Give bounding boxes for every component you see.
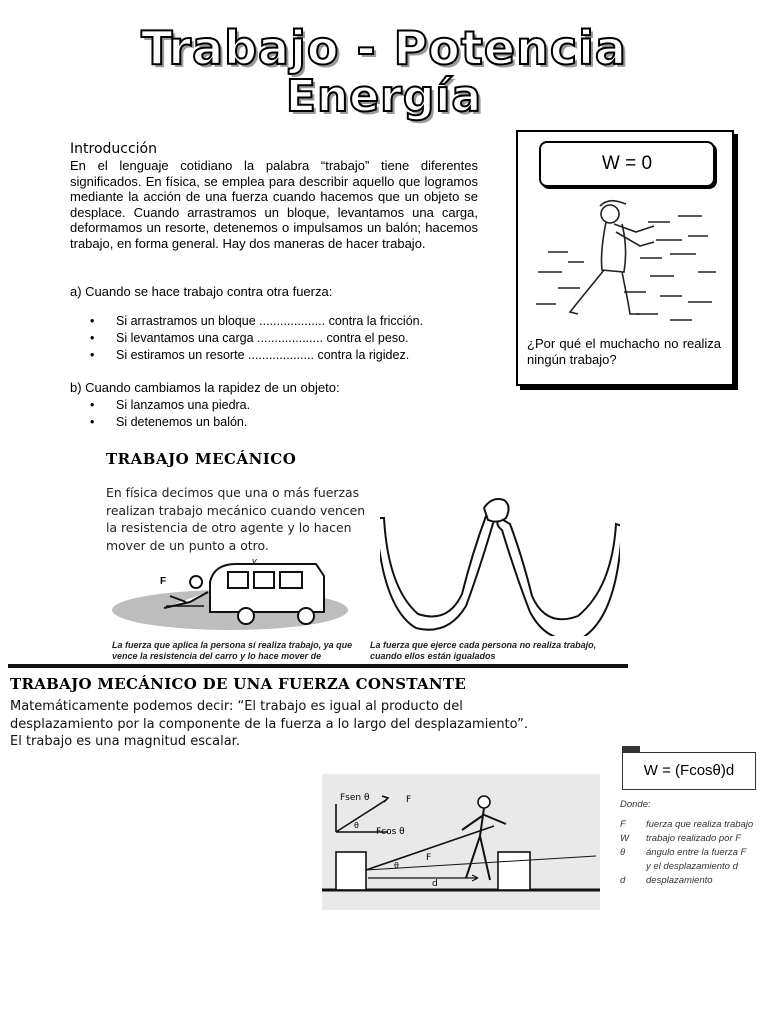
label-d: d (432, 879, 438, 889)
person-pushing-car-illustration (110, 558, 350, 632)
case-b-label: b) Cuando cambiamos la rapidez de un objeto: (70, 380, 340, 395)
box-question: ¿Por qué el muchacho no realiza ningún trabajo? (527, 336, 721, 367)
label-f-top: F (406, 795, 412, 805)
list-item: • Si lanzamos una piedra. (70, 397, 490, 414)
page-title-line-1: Trabajo - Potencia (141, 21, 627, 75)
fuerza-constante-paragraph: Matemáticamente podemos decir: “El trabajo es igual al producto del desplazamiento por la componente de la fuerza a lo largo del desplazamiento”. El trabajo es una magnitud escalar. (10, 699, 529, 749)
car-force-label: F (160, 576, 167, 587)
case-b-list (70, 397, 490, 431)
legend-row: y el desplazamiento d (646, 861, 738, 872)
label-f-mid: F (426, 853, 432, 863)
boy-pushing-wall-illustration (528, 192, 718, 330)
label-fsen: Fsen θ (340, 793, 370, 803)
page-title-line-2: Energía (285, 71, 483, 122)
legend-donde: Donde: (620, 799, 651, 810)
label-theta: θ (354, 821, 359, 830)
force-diagram (322, 774, 600, 910)
caption-car: La fuerza que aplica la persona sí realiza trabajo, ya que vence la resistencia del carro y lo hace mover de (112, 640, 353, 661)
label-fcos: Fcos θ (376, 827, 405, 837)
legend-row: d desplazamiento (620, 875, 713, 886)
legend-row: W trabajo realizado por F (620, 833, 742, 844)
formula-legend (620, 798, 766, 888)
intro-paragraph: En el lenguaje cotidiano la palabra “trabajo” tiene diferentes significados. En física, se emplea para describir aquello que logramos mediante la acción de una fuerza cuando hacemos que un objeto se desplace. Cuando arrastramos un bloque, levantamos una carga, deformamos un resorte, detenemos o impulsamos un balón; hacemos trabajo, en forma general. Hay dos maneras de hacer trabajo. (70, 158, 478, 251)
scan-divider (8, 664, 628, 668)
legend-row: F fuerza que realiza trabajo (620, 819, 754, 830)
caption-arm-wrestling: La fuerza que ejerce cada persona no realiza trabajo, cuando ellos están igualados (370, 640, 597, 661)
case-a-label: a) Cuando se hace trabajo contra otra fuerza: (70, 284, 333, 299)
trabajo-mecanico-paragraph: En física decimos que una o más fuerzas realizan trabajo mecánico cuando vencen la resistencia de otro agente y lo hacen mover de un punto a otro. (106, 485, 366, 553)
intro-heading: Introducción (70, 141, 157, 157)
work-formula-box: W = (Fcosθ)d (622, 752, 756, 790)
legend-row: θ ángulo entre la fuerza F (620, 847, 747, 858)
case-a-list (70, 313, 490, 364)
section-heading-trabajo-mecanico: TRABAJO MECÁNICO (106, 450, 297, 468)
list-item: • Si levantamos una carga ................... contra el peso. (70, 330, 490, 347)
list-item: • Si detenemos un balón. (70, 414, 490, 431)
list-item: • Si arrastramos un bloque ................... contra la fricción. (70, 313, 490, 330)
arm-wrestling-illustration (380, 494, 620, 636)
car-velocity-label: v (252, 556, 257, 566)
list-item: • Si estiramos un resorte ................... contra la rigidez. (70, 347, 490, 364)
formula-pill: W = 0 (539, 141, 715, 187)
label-theta-mid: θ (394, 861, 399, 870)
section-heading-fuerza-constante: TRABAJO MECÁNICO DE UNA FUERZA CONSTANTE (10, 675, 467, 693)
